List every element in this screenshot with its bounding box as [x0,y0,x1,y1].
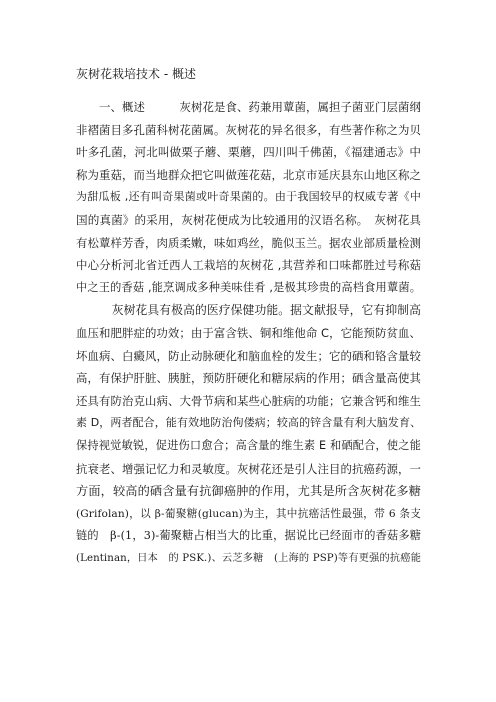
text-line: 抗衰老、增强记忆力和灵敏度。灰树花还是引人注目的抗癌药源，一 [76,461,421,476]
text-line: 高，有保护肝脏、胰脏，预防肝硬化和糖尿病的作用；硒含量高使其 [76,371,421,386]
text-line: 称为重菇，而当地群众把它叫做莲花菇，北京市延庆县东山地区称之 [76,167,421,182]
text-line: 有松蕈样芳香，肉质柔嫩，味如鸡丝，脆似玉兰。据农业部质量检测 [76,235,421,250]
text-line: 灰树花具有极高的医疗保健功能。据文献报导，它有抑制高 [76,303,422,318]
text-line: 血压和肥胖症的功效；由于富含铁、铜和维他命 C，它能预防贫血、 [76,325,422,340]
text-line: 为甜瓜板 ,还有叫奇果菌或叶奇果菌的。由于我国较早的权威专著《中 [76,190,421,204]
text-line: 一、概述 灰树花是食、药兼用蕈菌，属担子菌亚门层菌纲 [76,100,421,114]
text-line: 链的 β-(1，3)-葡聚糖占相当大的比重，据说比已经面市的香菇多糖 [76,529,421,543]
text-line: (Grifolan)，以 β-葡聚糖(glucan)为主，其中抗癌活性最强，带 6 条支 [76,507,421,520]
text-line: (Lentinan，日本 的 PSK.)、云芝多糖 (上海的 PSP)等有更强的抗癌能 [76,552,421,564]
text-line: 坏血病、白癜风，防止动脉硬化和脑血栓的发生；它的硒和铬含量较 [76,348,421,363]
text-line: 国的真菌》的采用，灰树花便成为比较通用的汉语名称。 灰树花具 [76,212,422,227]
text-line: 素 D，两者配合，能有效地防治佝偻病；较高的锌含量有利大脑发育、 [76,416,422,430]
text-line: 非褶菌目多孔菌科树花菌属。灰树花的异名很多，有些著作称之为贝 [76,122,421,137]
text-line: 中之王的香菇 ,能烹调成多种美味佳肴 ,是极其珍贵的高档食用蕈菌。 [76,280,421,294]
text-line: 中心分析河北省迁西人工栽培的灰树花 ,其营养和口味都胜过号称菇 [76,258,421,273]
text-line: 还具有防治克山病、大骨节病和某些心脏病的功能；它兼含钙和维生 [76,393,421,408]
document-title: 灰树花栽培技术 - 概述 [76,67,196,81]
text-line: 保持视觉敏锐，促进伤口愈合；高含量的维生素 E 和硒配合，使之能 [76,438,421,452]
document-body [76,96,421,570]
text-line: 方面，较高的硒含量有抗御癌肿的作用，尤其是所含灰树花多糖 [76,484,421,499]
text-line: 叶多孔菌，河北叫做栗子蘑、栗蘑，四川叫千佛菌，《福建通志》中 [76,145,422,160]
